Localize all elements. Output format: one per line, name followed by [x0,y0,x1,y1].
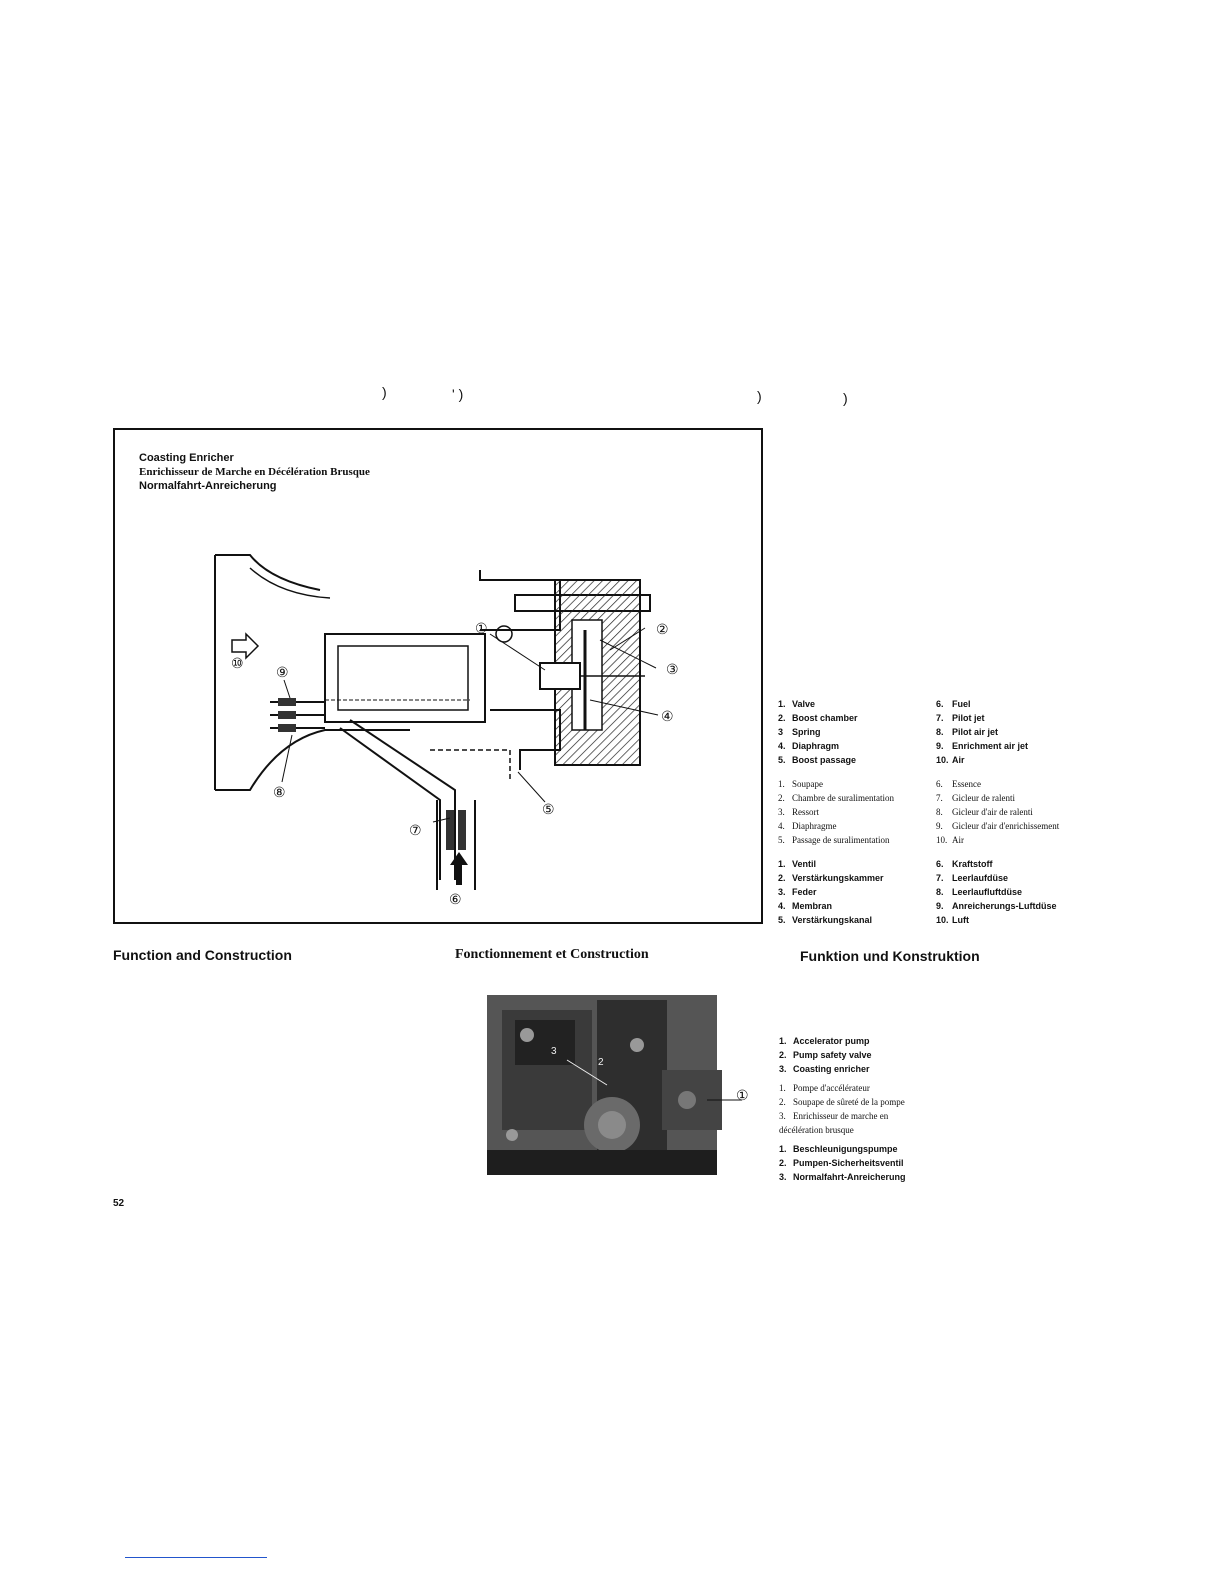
legend-item: 6. Essence [936,779,981,789]
legend-item: 4. Diaphragm [778,741,840,751]
figure-title-de: Normalfahrt-Anreicherung [139,480,277,492]
legend-item: 8. Leerlaufluftdüse [936,887,1023,897]
legend-item: 1. Valve [778,699,816,709]
callout-10: ⑩ [231,655,244,671]
legend-fr-col2 [936,777,1059,847]
legend-item: 1. Ventil [778,859,817,869]
legend-item: 2. Verstärkungskammer [778,873,884,883]
carburetor-photo [457,975,762,1180]
legend-item: 6. Kraftstoff [936,859,993,869]
legend-item: 3 Spring [778,727,821,737]
legend-de-col1 [778,857,884,927]
legend-item: 4. Membran [778,901,833,911]
legend-item: 2. Pumpen-Sicherheitsventil [779,1158,904,1168]
legend-item: 7. Leerlaufdüse [936,873,1009,883]
legend-item: 7. Pilot jet [936,713,985,723]
photo-callout-3: 3 [551,1046,557,1057]
figure-title-block [139,451,370,493]
heading-fr: Fonctionnement et Construction [455,947,649,962]
legend-item: 1. Beschleunigungspumpe [779,1144,898,1154]
callout-6: ⑥ [449,891,462,907]
legend-item: 6. Fuel [936,699,971,709]
legend-item: 9. Anreicherungs-Luftdüse [936,901,1057,911]
page-number: 52 [113,1198,125,1209]
legend-item: 3. Feder [778,887,817,897]
legend-item: 8. Gicleur d'air de ralenti [936,807,1033,817]
figure-title-en: Coasting Enricher [139,452,234,464]
legend-en-col2 [936,697,1028,767]
legend-item: 3. Ressort [778,807,819,817]
legend-item: 4. Diaphragme [778,821,837,831]
legend-fr-col1 [778,777,894,847]
legend-item: 5. Passage de suralimentation [778,835,890,845]
legend-item: 5. Verstärkungskanal [778,915,873,925]
photo-legend-de [779,1142,906,1184]
stray-mark: ) [757,388,762,404]
callout-4: ④ [661,708,674,724]
bottom-rule [125,1557,267,1558]
legend-item: 5. Boost passage [778,755,857,765]
legend-item: 8. Pilot air jet [936,727,999,737]
legend-item: 3. Normalfahrt-Anreicherung [779,1172,906,1182]
legend-item: 1. Accelerator pump [779,1036,870,1046]
legend-item: 10. Air [936,835,964,845]
photo-legend-fr [779,1081,919,1137]
photo-callout-2: 2 [598,1057,604,1068]
legend-item: 7. Gicleur de ralenti [936,793,1015,803]
legend-item: 2. Boost chamber [778,713,858,723]
legend-item: 3. Coasting enricher [779,1064,870,1074]
callout-5: ⑤ [542,801,555,817]
callout-1: ① [475,620,488,636]
legend-item: 2. Soupape de sûreté de la pompe [779,1097,905,1107]
legend-en-col1 [778,697,858,767]
photo-callout-1: ① [736,1087,749,1103]
callout-3: ③ [666,661,679,677]
legend-item: 1. Soupape [778,779,823,789]
legend-item: 10. Air [936,755,965,765]
callout-8: ⑧ [273,784,286,800]
heading-de: Funktion und Konstruktion [800,948,980,964]
legend-item: 2. Chambre de suralimentation [778,793,894,803]
callout-2: ② [656,621,669,637]
legend-item: 9. Enrichment air jet [936,741,1029,751]
photo-legend-en [779,1034,872,1076]
figure-title-fr: Enrichisseur de Marche en Décélération Brusque [139,466,370,478]
coasting-enricher-diagram [200,550,680,910]
callout-9: ⑨ [276,664,289,680]
legend-item: 9. Gicleur d'air d'enrichissement [936,821,1060,831]
legend-item: 10. Luft [936,915,969,925]
legend-item: 2. Pump safety valve [779,1050,872,1060]
legend-item: 1. Pompe d'accélérateur [779,1083,870,1093]
stray-mark: ' ) [452,386,464,402]
legend-item: 3. Enrichisseur de marche en décélération brusque [779,1111,889,1135]
stray-mark: ) [843,390,848,406]
heading-en: Function and Construction [113,947,292,963]
stray-mark: ) [382,384,387,400]
callout-7: ⑦ [409,822,422,838]
legend-de-col2 [936,857,1057,927]
